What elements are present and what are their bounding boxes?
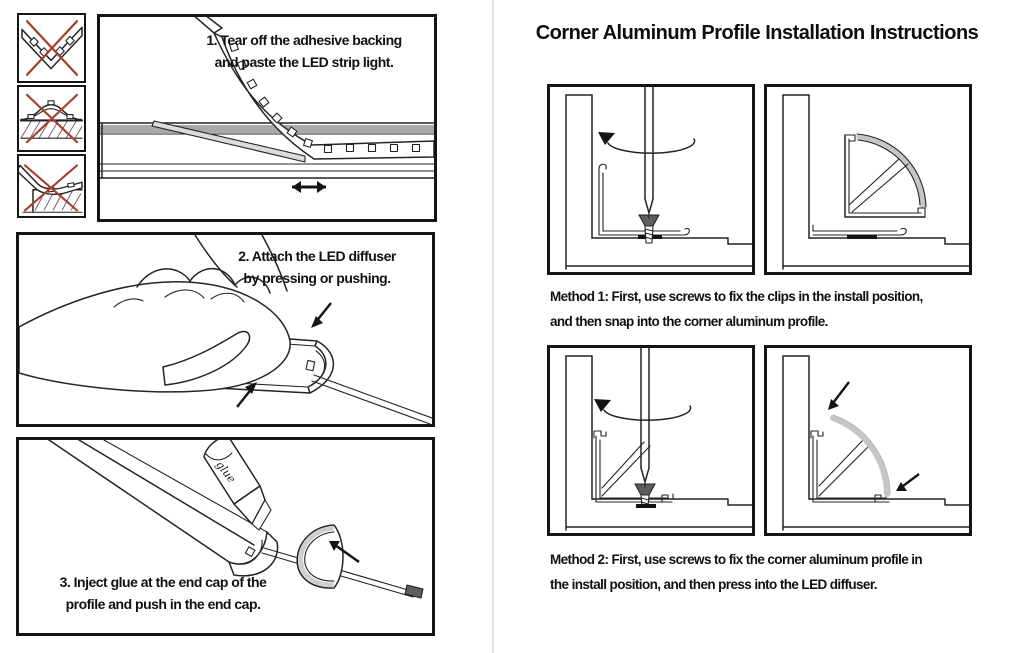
press-arrow-top-icon: [828, 382, 849, 410]
step-2-caption: [206, 245, 428, 289]
corner-profile-section: [594, 431, 673, 502]
screw-icon: [635, 482, 656, 508]
method-1-caption-line1: Method 1: First, use screws to fix the clips in the install position,: [550, 289, 923, 304]
step-1-caption: [178, 29, 430, 73]
method-1-caption: [550, 284, 1020, 334]
step-3-panel: [16, 437, 435, 636]
method-1-figure-left: [547, 84, 755, 275]
step-2-caption-line1: 2. Attach the LED diffuser: [238, 248, 396, 264]
panel-divider: [492, 0, 494, 653]
method-2-caption-line2: the install position, and then press into the LED diffuser.: [550, 577, 877, 592]
step-3-caption-line2: profile and push in the end cap.: [65, 596, 261, 612]
step-3-caption-line1: 3. Inject glue at the end cap of the: [59, 574, 267, 590]
method-2-figure-right: [764, 345, 972, 536]
method-2-caption: [550, 547, 1020, 597]
step-1-caption-line2: and paste the LED strip light.: [214, 54, 394, 70]
method1-snap-profile-illustration: [767, 87, 969, 272]
step-2-panel: [16, 232, 435, 427]
step-2-caption-line2: by pressing or pushing.: [243, 270, 391, 286]
step-3-caption: [29, 571, 297, 615]
method1-screw-clip-illustration: [550, 87, 752, 272]
method-2-caption-line1: Method 2: First, use screws to fix the corner aluminum profile in: [550, 552, 923, 567]
glue-tube-label: glue: [213, 458, 239, 486]
method-1-caption-line2: and then snap into the corner aluminum profile.: [550, 314, 828, 329]
wrong-install-thumbnail-1: [17, 13, 86, 83]
led-diffuser: [833, 418, 887, 494]
page-title: Corner Aluminum Profile Installation Instructions: [535, 22, 979, 44]
press-arrow-top-icon: [311, 303, 331, 328]
corner-profile-section: [811, 431, 889, 502]
wrong-bend-illustration: [19, 15, 84, 81]
method-1-figure-right: [764, 84, 972, 275]
wire-tip: [405, 585, 423, 598]
press-arrow-bottom-icon: [896, 474, 919, 491]
step-1-panel: [97, 14, 437, 222]
method2-screw-profile-illustration: [550, 348, 752, 533]
corner-profile-section: [845, 134, 926, 217]
wrong-edge-illustration: [19, 156, 84, 216]
method-2-figure-left: [547, 345, 755, 536]
method2-press-diffuser-illustration: [767, 348, 969, 533]
slide-arrow-icon: [292, 181, 326, 193]
step-1-caption-line1: 1. Tear off the adhesive backing: [206, 32, 402, 48]
wrong-install-thumbnail-2: [17, 85, 86, 152]
wrong-install-thumbnail-3: [17, 154, 86, 218]
wrong-bump-illustration: [19, 87, 84, 150]
rotate-arrow-icon: [594, 399, 691, 420]
rotate-arrow-icon: [598, 132, 695, 153]
